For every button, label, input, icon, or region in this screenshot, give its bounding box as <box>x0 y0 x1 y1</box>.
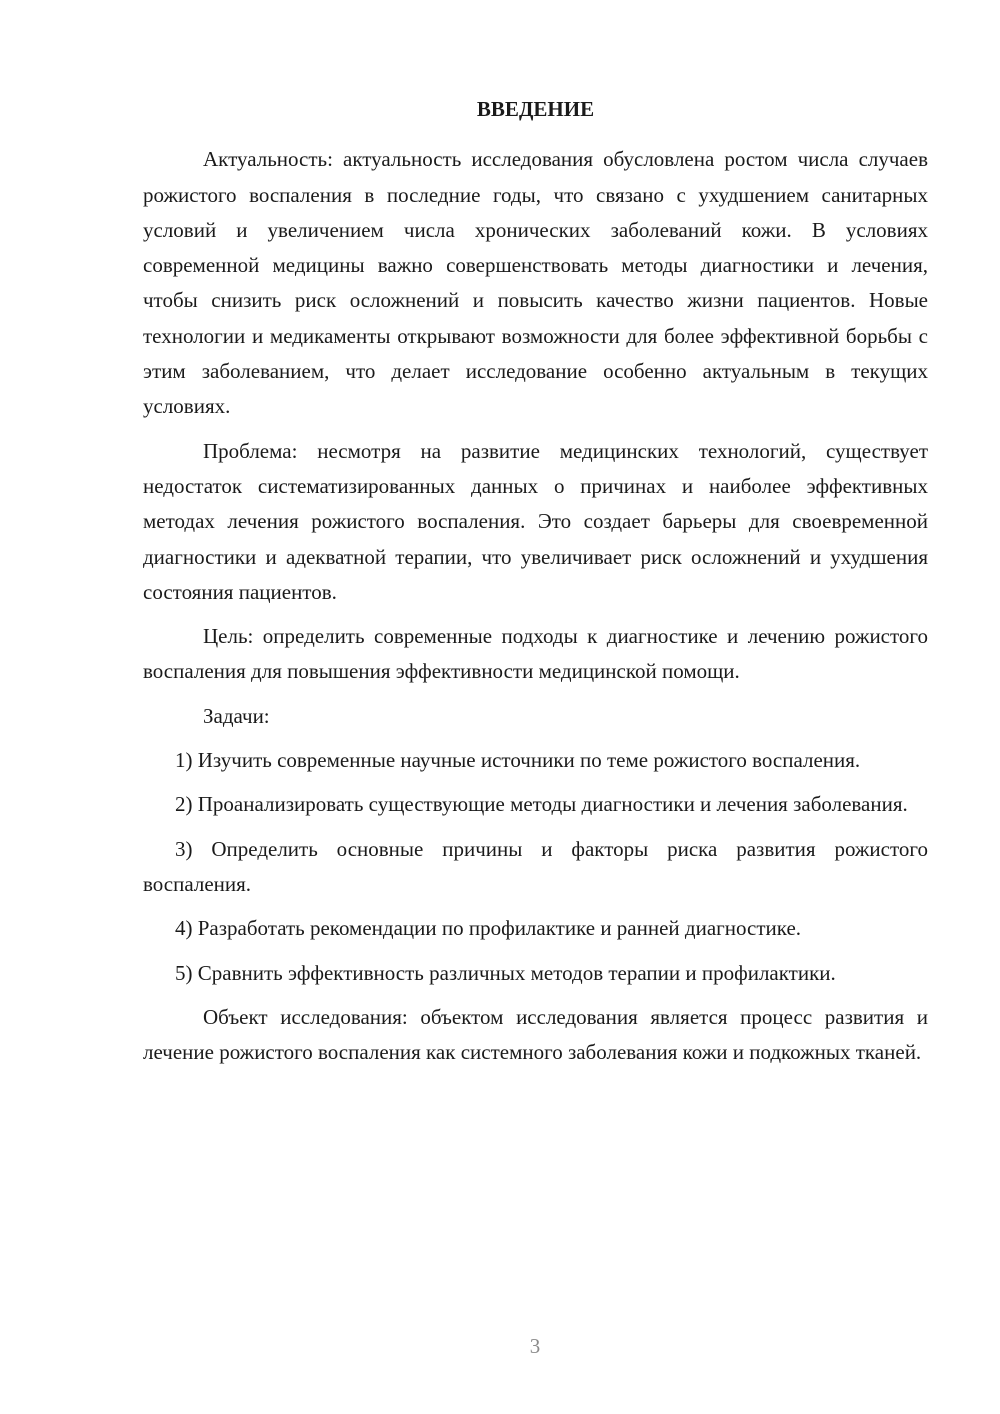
paragraph-object: Объект исследования: объектом исследования является процесс развития и лечение рожистого воспаления как системного заболевания кожи и подкожных тканей. <box>143 1004 928 1065</box>
page-number: 3 <box>529 1334 541 1358</box>
paragraph-relevance: Актуальность: актуальность исследования обусловлена ростом числа случаев рожистого воспаления в последние годы, что связано с ухудшением санитарных условий и увеличением числа хронических заболеваний кожи. В условиях современной медицины важно совершенствовать методы диагностики и лечения, чтобы снизить риск осложнений и повысить качество жизни пациентов. Новые технологии и медикаменты открывают возможности для более эффективной борьбы с этим заболеванием, что делает исследование особенно актуальным в текущих условиях. <box>143 147 928 419</box>
paragraph-goal: Цель: определить современные подходы к диагностике и лечению рожистого воспаления для повышения эффективности медицинской помощи. <box>143 624 928 684</box>
document-page <box>143 92 928 1070</box>
task-item-3: 3) Определить основные причины и факторы риска развития рожистого воспаления. <box>143 836 928 896</box>
task-item-2: 2) Проанализировать существующие методы диагностики и лечения заболевания. <box>175 792 908 817</box>
tasks-list <box>143 743 928 991</box>
section-title: ВВЕДЕНИЕ <box>476 97 595 121</box>
tasks-heading: Задачи: <box>203 703 270 728</box>
paragraph-problem: Проблема: несмотря на развитие медицинских технологий, существует недостаток систематизированных данных о причинах и наиболее эффективных методах лечения рожистого воспаления. Это создает барьеры для своевременной диагностики и адекватной терапии, что увеличивает риск осложнений и ухудшения состояния пациентов. <box>143 438 928 604</box>
task-item-5: 5) Сравнить эффективность различных методов терапии и профилактики. <box>175 960 836 985</box>
task-item-4: 4) Разработать рекомендации по профилактике и ранней диагностике. <box>175 916 802 941</box>
task-item-1: 1) Изучить современные научные источники по теме рожистого воспаления. <box>175 748 861 773</box>
